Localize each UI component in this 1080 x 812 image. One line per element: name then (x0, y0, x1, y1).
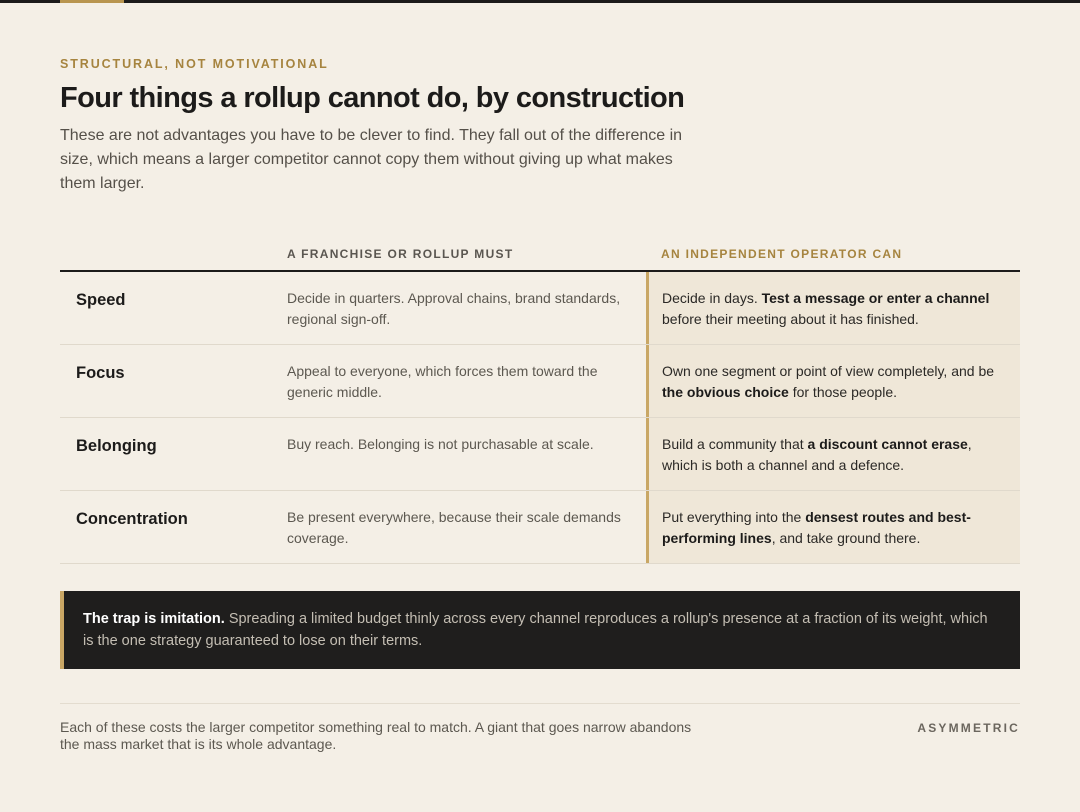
callout-box (60, 591, 1020, 669)
rollup-cell: Be present everywhere, because their scale demands coverage. (287, 509, 621, 546)
independent-cell: Own one segment or point of view completely, and be the obvious choice for those people. (646, 345, 1020, 417)
footer-badge: ASYMMETRIC (917, 721, 1020, 735)
column-header-independent: AN INDEPENDENT OPERATOR CAN (661, 247, 903, 261)
independent-cell: Build a community that a discount cannot erase, which is both a channel and a defence. (646, 418, 1020, 490)
table-row (60, 345, 1020, 418)
footer-note: Each of these costs the larger competitor something real to match. A giant that goes narrow abandons the mass market that is its whole advantage. (60, 719, 692, 752)
footer-divider (60, 703, 1020, 704)
intro-paragraph: These are not advantages you have to be clever to find. They fall out of the difference in size, which means a larger competitor cannot copy them without giving up what makes them larger. (60, 127, 683, 192)
comparison-table (60, 240, 1020, 564)
rollup-cell: Buy reach. Belonging is not purchasable at scale. (287, 436, 594, 452)
row-label: Belonging (76, 437, 157, 455)
table-row (60, 272, 1020, 345)
top-rule (0, 0, 1080, 3)
table-row (60, 418, 1020, 491)
table-row (60, 491, 1020, 564)
row-label: Speed (76, 291, 126, 309)
independent-cell: Put everything into the densest routes and best-performing lines, and take ground there. (646, 491, 1020, 563)
table-header (60, 240, 1020, 272)
row-label: Focus (76, 364, 125, 382)
row-label: Concentration (76, 510, 188, 528)
eyebrow: STRUCTURAL, NOT MOTIVATIONAL (60, 57, 329, 71)
page-title: Four things a rollup cannot do, by construction (60, 82, 685, 114)
top-rule-accent (60, 0, 124, 3)
callout-body: Spreading a limited budget thinly across every channel reproduces a rollup's presence at a fraction of its weight, which is the one strategy guaranteed to lose on their terms. (83, 611, 988, 649)
callout-lead: The trap is imitation. (83, 611, 225, 627)
independent-cell: Decide in days. Test a message or enter a channel before their meeting about it has finished. (646, 272, 1020, 344)
rollup-cell: Appeal to everyone, which forces them toward the generic middle. (287, 363, 598, 400)
rollup-cell: Decide in quarters. Approval chains, brand standards, regional sign-off. (287, 290, 621, 327)
column-header-rollup: A FRANCHISE OR ROLLUP MUST (287, 247, 514, 261)
